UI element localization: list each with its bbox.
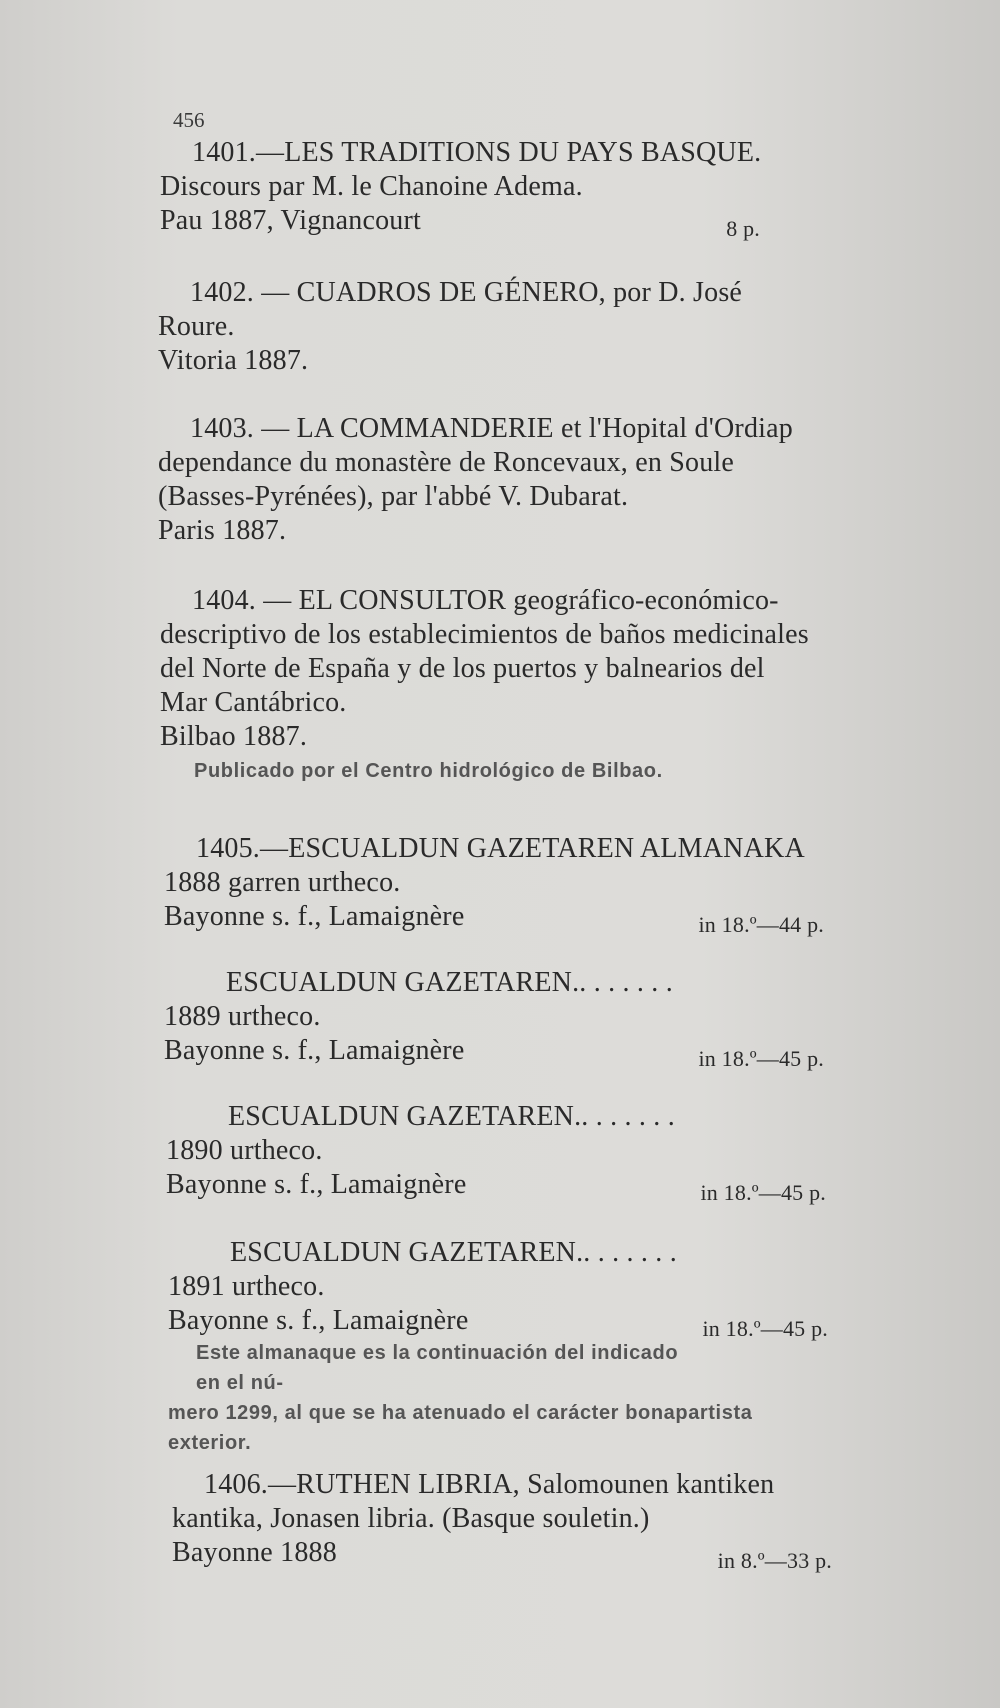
entry-heading: ESCUALDUN GAZETAREN.. . . . . . .	[230, 1237, 677, 1268]
entry-format: in 18.º—45 p.	[700, 1180, 826, 1205]
entry-line: kantika, Jonasen libria. (Basque souletin.)	[172, 1503, 650, 1534]
entry-line: 1890 urtheco.	[166, 1135, 323, 1166]
entry-note: Publicado por el Centro hidrológico de Bilbao.	[194, 760, 663, 782]
entry-1404	[160, 584, 860, 786]
entry-imprint: Vitoria 1887.	[158, 345, 309, 376]
entry-imprint-row	[166, 1168, 866, 1205]
entry-imprint-row	[164, 900, 864, 937]
entry-1406	[172, 1468, 872, 1578]
entry-1401	[160, 136, 860, 246]
entry-line: dependance du monastère de Roncevaux, en Soule	[158, 447, 734, 478]
entry-format: 8 p.	[726, 216, 760, 241]
entry-heading: ESCUALDUN GAZETAREN.. . . . . . .	[228, 1101, 675, 1132]
entry-line: 1891 urtheco.	[168, 1271, 325, 1302]
entry-heading: 1406.—RUTHEN LIBRIA, Salomounen kantiken	[204, 1469, 775, 1500]
entry-1891	[168, 1236, 868, 1458]
entry-1890	[166, 1100, 866, 1210]
entry-line: 1889 urtheco.	[164, 1001, 321, 1032]
entry-format: in 8.º—33 p.	[717, 1548, 832, 1573]
entry-heading: 1401.—LES TRADITIONS DU PAYS BASQUE.	[192, 137, 762, 168]
entry-line: 1888 garren urtheco.	[164, 867, 401, 898]
entry-imprint: Bayonne 1888	[172, 1537, 337, 1568]
entry-line: Roure.	[158, 311, 235, 342]
entry-imprint: Bayonne s. f., Lamaignère	[166, 1169, 467, 1200]
entry-note-line: mero 1299, al que se ha atenuado el carácter bonapartista	[168, 1402, 753, 1424]
entry-line: descriptivo de los establecimientos de baños medicinales	[160, 619, 809, 650]
entry-line: del Norte de España y de los puertos y balnearios del	[160, 653, 765, 684]
entry-note-line: Este almanaque es la continuación del indicado en el nú-	[196, 1342, 679, 1394]
entry-imprint: Bayonne s. f., Lamaignère	[168, 1305, 469, 1336]
entry-imprint-row	[168, 1304, 868, 1341]
entry-1403	[158, 412, 858, 548]
entry-imprint: Bayonne s. f., Lamaignère	[164, 1035, 465, 1066]
entry-imprint: Bayonne s. f., Lamaignère	[164, 901, 465, 932]
entry-imprint-row	[172, 1536, 872, 1573]
entry-format: in 18.º—44 p.	[698, 912, 824, 937]
entry-line: Discours par M. le Chanoine Adema.	[160, 171, 583, 202]
entry-heading: 1404. — EL CONSULTOR geográfico-económico-	[192, 585, 779, 616]
entry-1402	[158, 276, 858, 378]
entry-line: (Basses-Pyrénées), par l'abbé V. Dubarat.	[158, 481, 629, 512]
entry-format: in 18.º—45 p.	[698, 1046, 824, 1071]
entry-imprint: Paris 1887.	[158, 515, 287, 546]
entry-1405	[164, 832, 864, 942]
entry-imprint-row	[164, 1034, 864, 1071]
entry-imprint-row	[160, 204, 860, 241]
entry-heading: 1402. — CUADROS DE GÉNERO, por D. José	[190, 277, 743, 308]
entry-1889	[164, 966, 864, 1076]
entry-heading: 1403. — LA COMMANDERIE et l'Hopital d'Ordiap	[190, 413, 793, 444]
entry-imprint: Pau 1887, Vignancourt	[160, 205, 421, 236]
entry-heading: 1405.—ESCUALDUN GAZETAREN ALMANAKA	[196, 833, 805, 864]
page-number: 456	[173, 108, 205, 132]
entry-line: Mar Cantábrico.	[160, 687, 347, 718]
entry-note-line: exterior.	[168, 1432, 252, 1454]
entry-heading: ESCUALDUN GAZETAREN.. . . . . . .	[226, 967, 673, 998]
entry-format: in 18.º—45 p.	[702, 1316, 828, 1341]
entry-imprint: Bilbao 1887.	[160, 721, 308, 752]
